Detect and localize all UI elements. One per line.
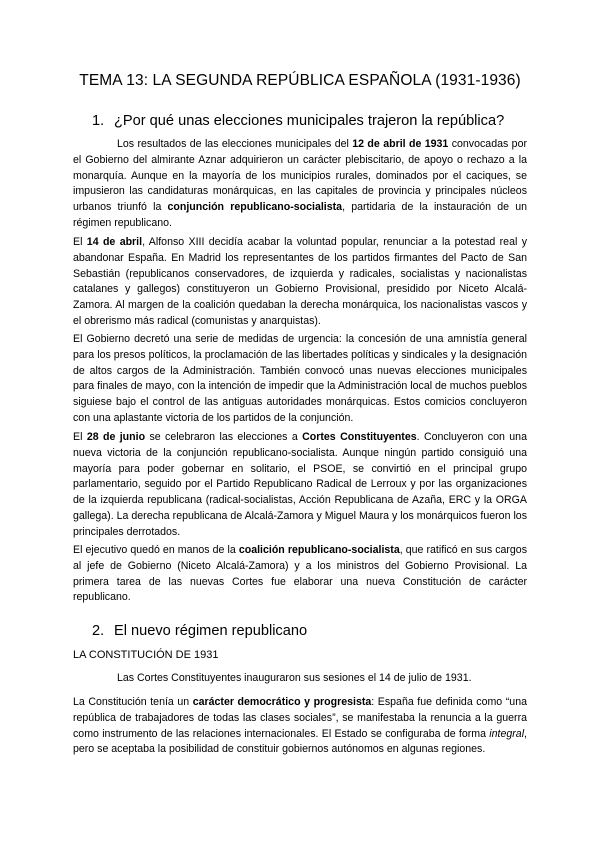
paragraph-2: [73, 235, 527, 330]
bold-date: 14 de abril: [86, 236, 143, 248]
text-run: convocadas por el Gobierno del almirante Aznar adquirieron un carácter plebiscitario, de apoyo o rechazo a la monarquía. Aunque en la mayoría de los municipios rurales, dominados por el caciques, se impusieron las candidaturas monárquicas, en las capitales de provincia y principales núcleos urbanos triunfó la: [73, 138, 527, 214]
section-heading-1: [92, 113, 504, 129]
bold-term: carácter democrático y progresista: [192, 696, 372, 708]
text-run: , partidaria de la instauración de un régimen republicano.: [73, 201, 527, 229]
paragraph-4: [73, 430, 527, 541]
document-title: TEMA 13: LA SEGUNDA REPÚBLICA ESPAÑOLA (1931-1936): [79, 72, 521, 89]
text-run: Los resultados de las elecciones municipales del: [117, 138, 353, 150]
section-number: 2.: [92, 623, 105, 639]
text-run: El Gobierno decretó una serie de medidas de urgencia: la concesión de una amnistía general para los presos políticos, la proclamación de las libertades políticas y sindicales y la designación de altos cargos de la Administración. También convocó unas nuevas elecciones municipales para finales de mayo, con la intención de impedir que la Administración local de muchos pueblos siguiese bajo el control de las antiguas autoridades monárquicas. Estos comicios concluyeron con una aplastante victoria de los partidos de la conjunción.: [73, 333, 527, 424]
text-run: se celebraron las elecciones a: [145, 431, 303, 443]
bold-term: conjunción republicano-socialista: [167, 201, 343, 214]
text-run: El: [73, 431, 87, 443]
paragraph-1: [73, 137, 527, 232]
bold-date: 12 de abril de 1931: [352, 138, 449, 150]
italic-term: integral: [489, 727, 525, 740]
text-run: , que ratificó en sus cargos al jefe de Gobierno (Niceto Alcalá-Zamora) y a los ministros del Gobierno Provisional. La primera tarea de las nuevas Cortes fue elaborar una nueva Constitución de carácter republicano.: [73, 544, 528, 604]
text-run: El ejecutivo quedó en manos de la: [73, 544, 239, 556]
text-run: Las Cortes Constituyentes inauguraron sus sesiones el 14 de julio de 1931.: [117, 672, 472, 684]
text-run: , Alfonso XIII decidía acabar la voluntad popular, renunciar a la potestad real y abandonar España. En Madrid los representantes de los partidos firmantes del Pacto de San Sebastián (republicanos conservadores, de izquierda y radicales, socialistas y nacionalistas catalanes y gallegos) constituyeron un Gobierno Provisional, presidido por Niceto Alcalá-Zamora. Al margen de la coalición quedaban la derecha monárquica, los nacionalistas vascos y el obrerismo más radical (comunistas y anarquistas).: [73, 236, 527, 327]
bold-term: coalición republicano-socialista: [238, 544, 400, 556]
paragraph-3: [73, 332, 527, 427]
text-run: La Constitución tenía un: [73, 696, 193, 708]
subheading: LA CONSTITUCIÓN DE 1931: [73, 649, 219, 661]
paragraph-5: [73, 543, 527, 606]
section-number: 1.: [92, 113, 105, 129]
text-run: : España fue definida como “una república de trabajadores de todas las clases sociales”, se manifestaba la renuncia a la guerra como instrumento de las relaciones internacionales. El Estado se configuraba de forma: [73, 696, 527, 740]
paragraph-7: [73, 695, 527, 758]
paragraph-6: [73, 671, 527, 687]
bold-term: Cortes Constituyentes: [302, 431, 417, 443]
text-run: El: [73, 236, 87, 248]
section-heading-text: El nuevo régimen republicano: [114, 623, 308, 639]
text-run: . Concluyeron con una nueva victoria de la conjunción republicano-socialista. Aunque ningún partido consiguió una mayoría para poder gobernar en solitario, el PSOE, se convirtió en el principal grupo parlamentario, seguido por el Partido Republicano Radical de Lerroux y por las organizaciones de la izquierda republicana (radical-socialistas, Acción Republicana de Azaña, ERC y la ORGA gallega). La derecha republicana de Alcalá-Zamora y Miguel Maura y los monárquicos fueron los principales derrotados.: [73, 431, 527, 538]
section-heading-2: [92, 623, 307, 639]
section-heading-text: ¿Por qué unas elecciones municipales trajeron la república?: [114, 113, 505, 129]
bold-date: 28 de junio: [86, 431, 146, 443]
text-run: , pero se aceptaba la posibilidad de constituir gobiernos autónomos en algunas regiones.: [73, 727, 527, 756]
